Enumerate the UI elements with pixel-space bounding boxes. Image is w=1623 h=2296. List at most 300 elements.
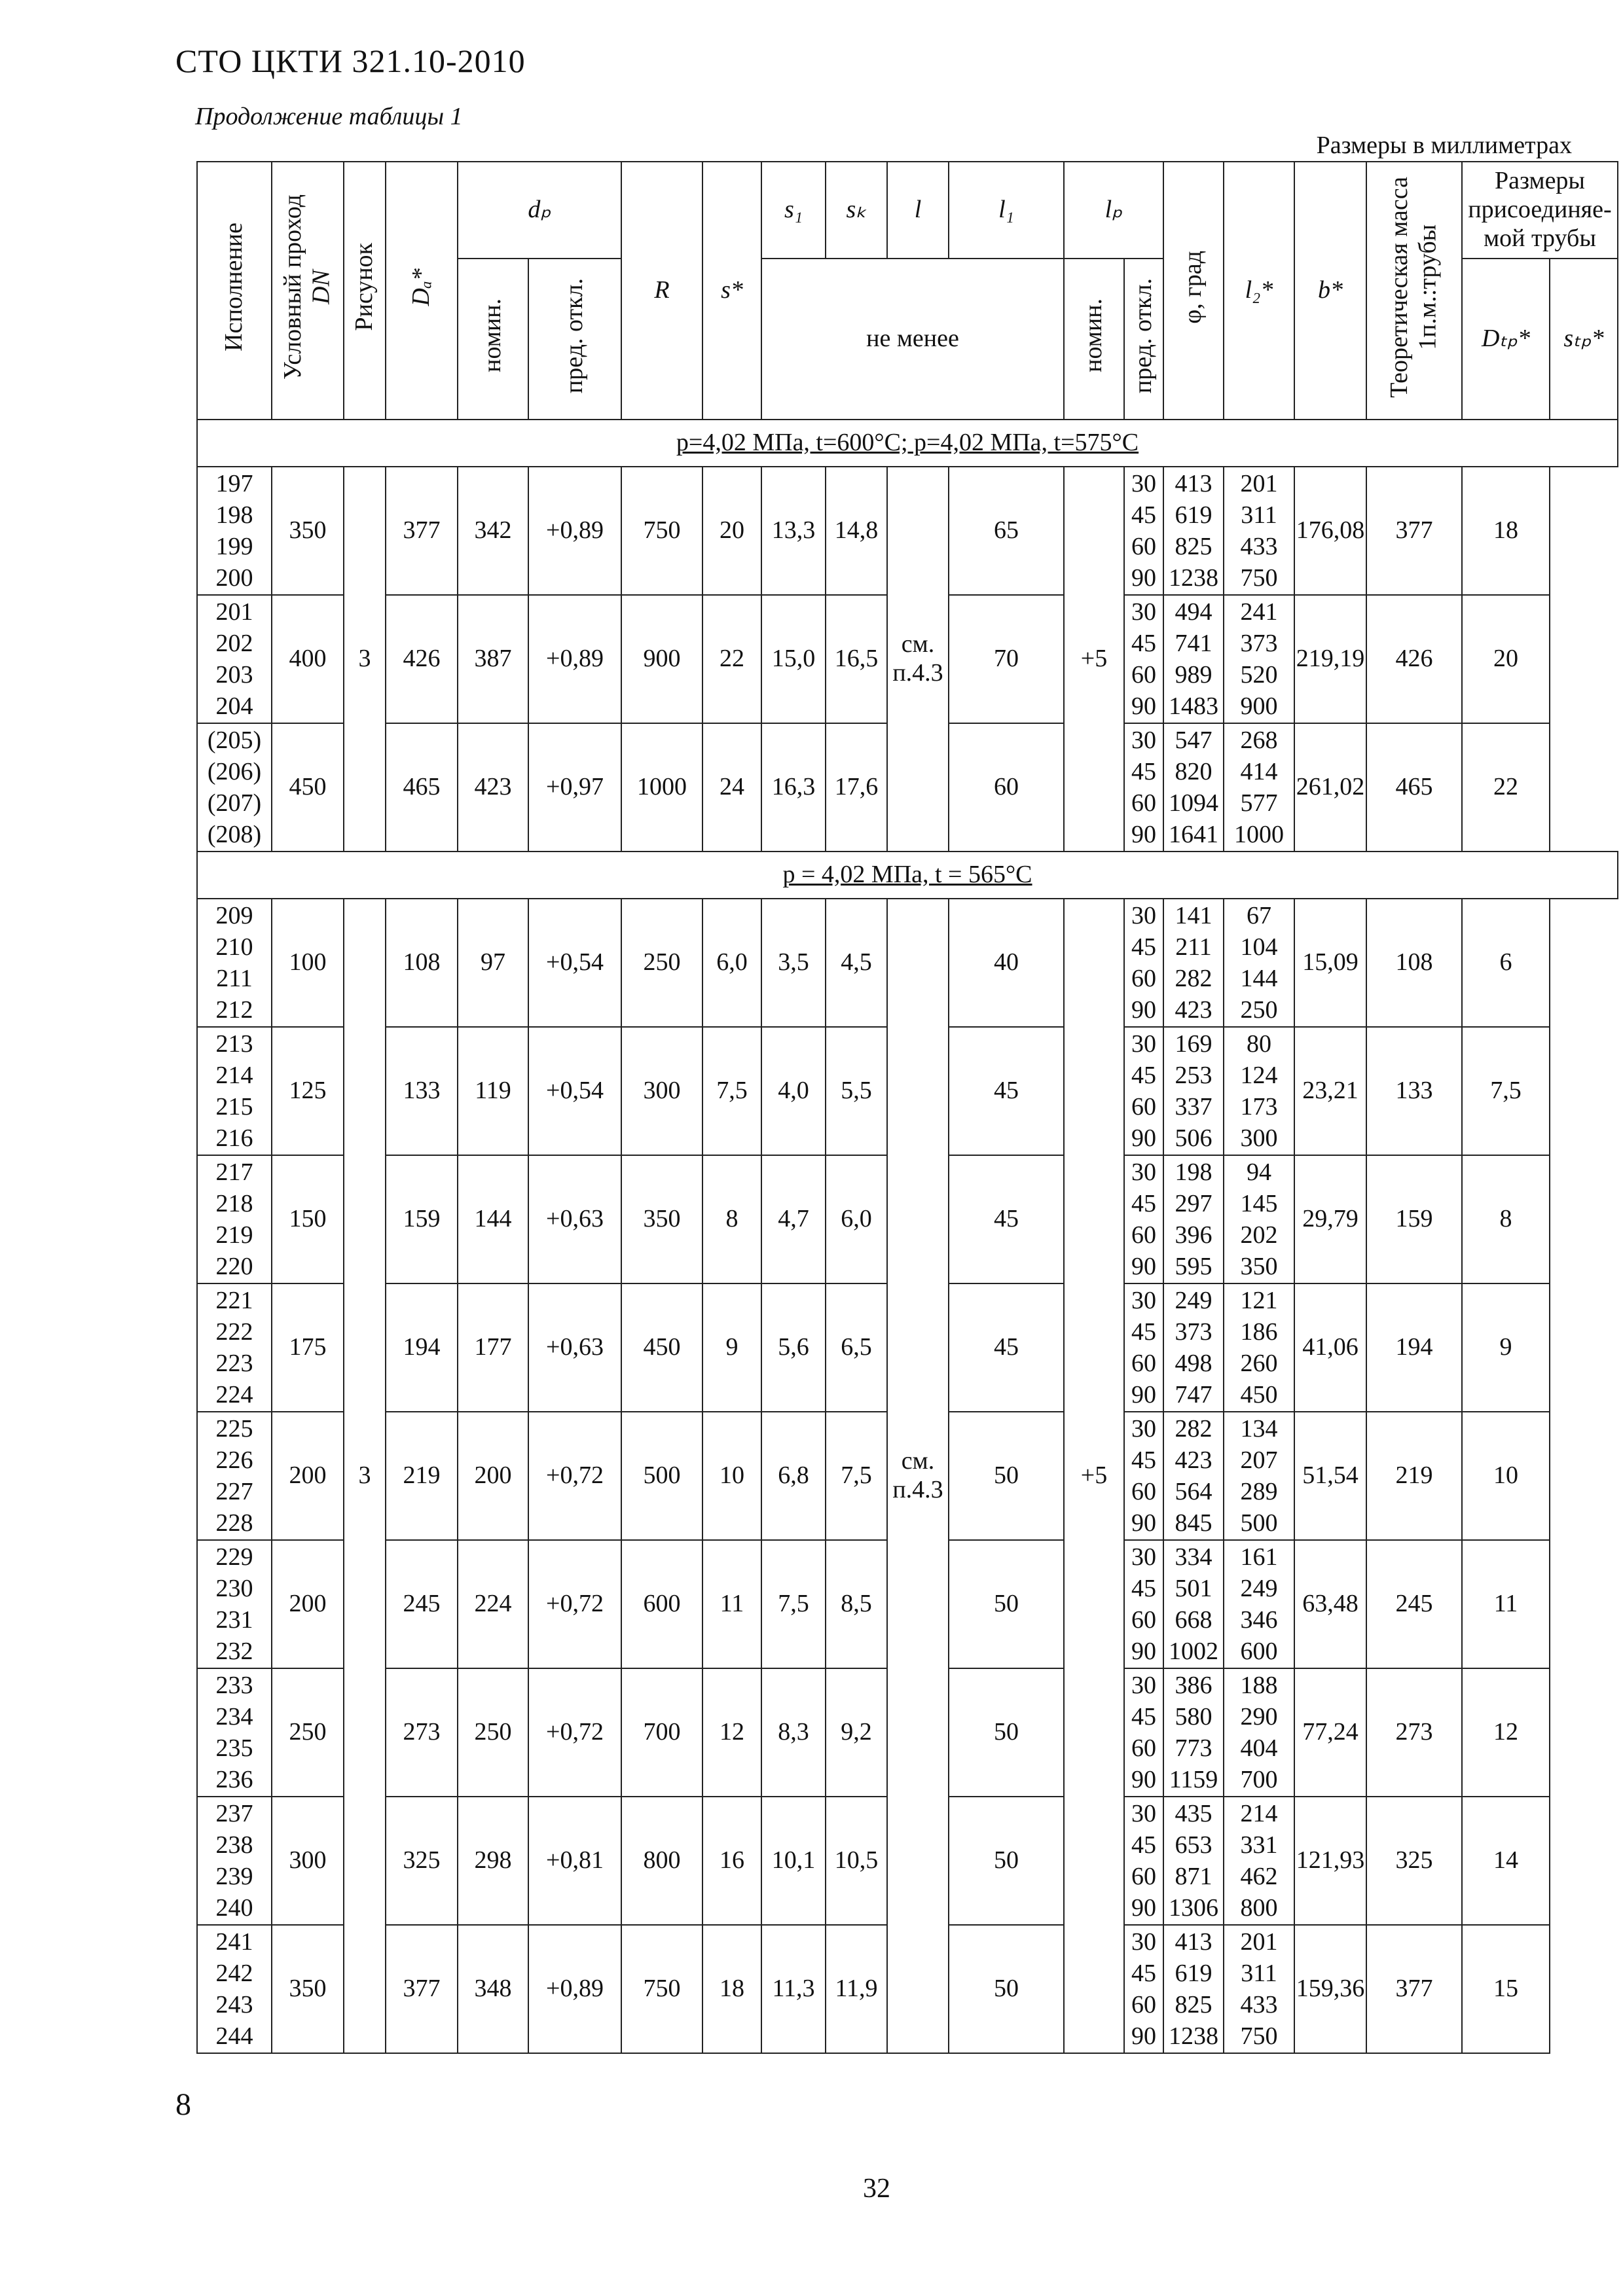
cell-l2-value: 494	[1175, 598, 1213, 626]
cell-ispolnenie-value: (206)	[207, 758, 262, 785]
cell-phi	[1124, 1283, 1163, 1412]
cell-l2-value: 169	[1175, 1030, 1213, 1058]
col-risunok: Рисунок	[344, 162, 386, 420]
cell-l2-value: 141	[1175, 902, 1213, 929]
cell-l2-value: 423	[1175, 996, 1213, 1024]
cell-str: 20	[1462, 595, 1550, 723]
cell-b-value: 121	[1240, 1287, 1278, 1314]
cell-da: 426	[386, 595, 458, 723]
cell-sk: 17,6	[826, 723, 887, 852]
cell-s: 20	[702, 467, 761, 595]
cell-l2-value: 1641	[1169, 821, 1218, 848]
cell-phi-value: 30	[1131, 1415, 1156, 1443]
cell-phi-value: 60	[1131, 1478, 1156, 1505]
cell-lp: 45	[949, 1283, 1064, 1412]
cell-dp-tol: +0,72	[528, 1540, 621, 1668]
cell-ispolnenie-value: 240	[215, 1894, 253, 1922]
cell-l2-value: 253	[1175, 1062, 1213, 1089]
cell-ispolnenie-value: 229	[215, 1543, 253, 1571]
cell-dp: 342	[458, 467, 528, 595]
cell-dtr: 325	[1366, 1797, 1462, 1925]
cell-dp-tol: +0,97	[528, 723, 621, 852]
col-lp: lₚ	[1064, 162, 1163, 259]
cell-l2-value: 498	[1175, 1350, 1213, 1377]
cell-phi	[1124, 1412, 1163, 1540]
cell-phi-value: 45	[1131, 501, 1156, 529]
cell-l2-value: 580	[1175, 1703, 1213, 1731]
table-body	[197, 420, 1618, 2053]
cell-b-value: 404	[1240, 1734, 1278, 1762]
table-row	[197, 899, 1618, 1027]
cell-sk: 9,2	[826, 1668, 887, 1797]
cell-l2-value: 297	[1175, 1190, 1213, 1217]
cell-ispolnenie-value: 239	[215, 1863, 253, 1890]
cell-ispolnenie-value: 203	[215, 661, 253, 689]
cell-l2-value: 1002	[1169, 1638, 1218, 1665]
cell-str: 12	[1462, 1668, 1550, 1797]
cell-ispolnenie-value: 200	[215, 564, 253, 592]
cell-b-value: 188	[1240, 1672, 1278, 1699]
cell-s1: 4,7	[761, 1155, 826, 1283]
cell-dn: 350	[272, 467, 344, 595]
cell-mass: 159,36	[1294, 1925, 1366, 2053]
cell-phi-value: 90	[1131, 1894, 1156, 1922]
cell-phi-value: 30	[1131, 1158, 1156, 1186]
cell-l2-value: 871	[1175, 1863, 1213, 1890]
cell-l2-value: 747	[1175, 1381, 1213, 1408]
cell-ispolnenie-value: (205)	[207, 726, 262, 754]
cell-sk: 10,5	[826, 1797, 887, 1925]
cell-dtr: 108	[1366, 899, 1462, 1027]
cell-lp: 50	[949, 1412, 1064, 1540]
cell-dp-tol: +0,72	[528, 1668, 621, 1797]
cell-ispolnenie-value: 230	[215, 1575, 253, 1602]
cell-phi-value: 45	[1131, 630, 1156, 657]
cell-phi-value: 30	[1131, 1543, 1156, 1571]
cell-l2-value: 619	[1175, 501, 1213, 529]
cell-phi-value: 90	[1131, 692, 1156, 720]
cell-r: 500	[621, 1412, 702, 1540]
cell-lp: 50	[949, 1797, 1064, 1925]
cell-l2-value: 386	[1175, 1672, 1213, 1699]
cell-ispolnenie-value: 221	[215, 1287, 253, 1314]
table-row	[197, 467, 1618, 595]
cell-s: 9	[702, 1283, 761, 1412]
cell-dn: 125	[272, 1027, 344, 1155]
cell-phi	[1124, 595, 1163, 723]
document-code: СТО ЦКТИ 321.10-2010	[175, 43, 526, 79]
cell-mass: 77,24	[1294, 1668, 1366, 1797]
cell-ispolnenie-value: 204	[215, 692, 253, 720]
cell-phi-value: 60	[1131, 1221, 1156, 1249]
cell-ispolnenie-value: 244	[215, 2022, 253, 2050]
cell-ispolnenie-value: 201	[215, 598, 253, 626]
cell-s: 24	[702, 723, 761, 852]
cell-risunok	[344, 899, 386, 2053]
cell-phi-value: 60	[1131, 1350, 1156, 1377]
cell-l2-value: 211	[1175, 933, 1212, 961]
cell-phi-value: 60	[1131, 789, 1156, 817]
cell-ispolnenie-value: 225	[215, 1415, 253, 1443]
cell-r: 350	[621, 1155, 702, 1283]
cell-str: 14	[1462, 1797, 1550, 1925]
cell-ispolnenie-value: 220	[215, 1253, 253, 1280]
cell-l2-value: 334	[1175, 1543, 1213, 1571]
cell-mass: 15,09	[1294, 899, 1366, 1027]
cell-b-value: 350	[1240, 1253, 1278, 1280]
cell-ispolnenie-value: 236	[215, 1766, 253, 1793]
cell-l2-value: 773	[1175, 1734, 1213, 1762]
cell-b-value: 202	[1240, 1221, 1278, 1249]
cell-phi-value: 45	[1131, 1703, 1156, 1731]
cell-phi-value: 60	[1131, 1606, 1156, 1634]
cell-ispolnenie-value: 214	[215, 1062, 253, 1089]
cell-sk: 14,8	[826, 467, 887, 595]
cell-mass: 63,48	[1294, 1540, 1366, 1668]
cell-phi-value: 30	[1131, 1287, 1156, 1314]
col-dp: dₚ	[458, 162, 621, 259]
cell-ispolnenie-value: 242	[215, 1960, 253, 1987]
col-mass: Теоретическая масса 1п.м.:трубы	[1366, 162, 1462, 420]
section-header-row	[197, 420, 1618, 467]
cell-dp-tol: +0,54	[528, 1027, 621, 1155]
cell-sk: 6,5	[826, 1283, 887, 1412]
col-dp-pred: пред. откл.	[528, 259, 621, 420]
cell-mass: 121,93	[1294, 1797, 1366, 1925]
cell-b	[1224, 723, 1294, 852]
cell-sk: 6,0	[826, 1155, 887, 1283]
cell-l2	[1163, 1925, 1224, 2053]
cell-l	[887, 467, 949, 852]
cell-phi-value: 45	[1131, 1575, 1156, 1602]
section-header-row	[197, 852, 1618, 899]
cell-dp: 348	[458, 1925, 528, 2053]
cell-dp: 224	[458, 1540, 528, 1668]
cell-ispolnenie	[197, 1155, 272, 1283]
cell-dtr: 273	[1366, 1668, 1462, 1797]
cell-b	[1224, 1027, 1294, 1155]
cell-l2-value: 1238	[1169, 2022, 1218, 2050]
cell-l2-value: 282	[1175, 965, 1213, 992]
cell-dn: 200	[272, 1540, 344, 1668]
cell-dtr: 465	[1366, 723, 1462, 852]
cell-sk: 5,5	[826, 1027, 887, 1155]
cell-phi-value: 90	[1131, 821, 1156, 848]
cell-dp: 97	[458, 899, 528, 1027]
cell-dtr: 426	[1366, 595, 1462, 723]
col-r: R	[621, 162, 702, 420]
cell-dp-tol: +0,63	[528, 1155, 621, 1283]
cell-ispolnenie-value: (208)	[207, 821, 262, 848]
cell-b-value: 201	[1240, 470, 1278, 497]
cell-da: 194	[386, 1283, 458, 1412]
cell-r: 750	[621, 1925, 702, 2053]
cell-ispolnenie-value: 238	[215, 1831, 253, 1859]
cell-b-value: 134	[1240, 1415, 1278, 1443]
cell-ispolnenie-value: 234	[215, 1703, 253, 1731]
cell-s1: 5,6	[761, 1283, 826, 1412]
cell-phi-value: 60	[1131, 1093, 1156, 1121]
cell-phi-value: 30	[1131, 902, 1156, 929]
cell-l2-value: 413	[1175, 1928, 1213, 1956]
cell-phi-value: 30	[1131, 598, 1156, 626]
cell-str: 22	[1462, 723, 1550, 852]
cell-dn: 450	[272, 723, 344, 852]
cell-phi	[1124, 1155, 1163, 1283]
cell-ispolnenie-value: 222	[215, 1318, 253, 1346]
cell-mass: 219,19	[1294, 595, 1366, 723]
cell-b-value: 207	[1240, 1446, 1278, 1474]
cell-phi-value: 30	[1131, 1928, 1156, 1956]
cell-dtr: 159	[1366, 1155, 1462, 1283]
cell-b-value: 186	[1240, 1318, 1278, 1346]
cell-b-value: 260	[1240, 1350, 1278, 1377]
cell-str: 11	[1462, 1540, 1550, 1668]
cell-str: 9	[1462, 1283, 1550, 1412]
cell-phi-value: 30	[1131, 1800, 1156, 1827]
cell-l2-value: 564	[1175, 1478, 1213, 1505]
cell-b-value: 104	[1240, 933, 1278, 961]
cell-phi-value: 30	[1131, 1672, 1156, 1699]
cell-b-value: 450	[1240, 1381, 1278, 1408]
cell-da: 377	[386, 467, 458, 595]
cell-dtr: 194	[1366, 1283, 1462, 1412]
cell-phi-value: 60	[1131, 533, 1156, 560]
cell-ispolnenie-value: 215	[215, 1093, 253, 1121]
cell-phi	[1124, 1797, 1163, 1925]
cell-da: 273	[386, 1668, 458, 1797]
cell-phi	[1124, 1668, 1163, 1797]
cell-l2-value: 1306	[1169, 1894, 1218, 1922]
cell-b-value: 249	[1240, 1575, 1278, 1602]
cell-dp: 177	[458, 1283, 528, 1412]
table-caption: Продолжение таблицы 1	[195, 103, 463, 130]
cell-lp: 50	[949, 1540, 1064, 1668]
cell-phi-value: 45	[1131, 933, 1156, 961]
cell-lp: 45	[949, 1155, 1064, 1283]
cell-phi-value: 45	[1131, 1318, 1156, 1346]
cell-r: 300	[621, 1027, 702, 1155]
cell-b-value: 311	[1241, 501, 1277, 529]
cell-b-value: 462	[1240, 1863, 1278, 1890]
cell-ispolnenie-value: 233	[215, 1672, 253, 1699]
cell-str: 10	[1462, 1412, 1550, 1540]
col-dp-nomin: номин.	[458, 259, 528, 420]
cell-sk: 8,5	[826, 1540, 887, 1668]
col-ne-menee: не менее	[761, 259, 1064, 420]
cell-l2	[1163, 899, 1224, 1027]
cell-r: 250	[621, 899, 702, 1027]
cell-ispolnenie	[197, 1797, 272, 1925]
col-lp-pred: пред. откл.	[1124, 259, 1163, 420]
cell-l2	[1163, 1797, 1224, 1925]
units-note: Размеры в миллиметрах	[1316, 132, 1572, 159]
cell-da: 245	[386, 1540, 458, 1668]
section-title: p = 4,02 МПа, t = 565°C	[782, 861, 1032, 889]
cell-b-value: 201	[1240, 1928, 1278, 1956]
cell-ispolnenie-value: 231	[215, 1606, 253, 1634]
cell-b	[1224, 1668, 1294, 1797]
cell-ispolnenie-value: 232	[215, 1638, 253, 1665]
dimensions-table	[196, 161, 1618, 2054]
cell-r: 900	[621, 595, 702, 723]
cell-sk: 16,5	[826, 595, 887, 723]
cell-ispolnenie-value: 218	[215, 1190, 253, 1217]
cell-s1: 10,1	[761, 1797, 826, 1925]
cell-b	[1224, 467, 1294, 595]
cell-ispolnenie-value: 235	[215, 1734, 253, 1762]
cell-ispolnenie-value: 202	[215, 630, 253, 657]
cell-l2-value: 595	[1175, 1253, 1213, 1280]
cell-l2-value: 989	[1175, 661, 1213, 689]
cell-b-value: 161	[1240, 1543, 1278, 1571]
cell-phi-value: 45	[1131, 1831, 1156, 1859]
merged-lp-tol: +5	[1080, 645, 1108, 673]
cell-mass: 261,02	[1294, 723, 1366, 852]
cell-sk: 7,5	[826, 1412, 887, 1540]
cell-mass: 176,08	[1294, 467, 1366, 595]
col-b: b*	[1294, 162, 1366, 420]
cell-l2-value: 435	[1175, 1800, 1213, 1827]
cell-da: 465	[386, 723, 458, 852]
cell-da: 325	[386, 1797, 458, 1925]
cell-lp: 60	[949, 723, 1064, 852]
cell-b-value: 290	[1240, 1703, 1278, 1731]
cell-b	[1224, 1155, 1294, 1283]
cell-dp-tol: +0,72	[528, 1412, 621, 1540]
cell-b-value: 414	[1240, 758, 1278, 785]
cell-phi-value: 90	[1131, 2022, 1156, 2050]
cell-dtr: 245	[1366, 1540, 1462, 1668]
cell-l2-value: 820	[1175, 758, 1213, 785]
cell-b-value: 241	[1240, 598, 1278, 626]
cell-r: 600	[621, 1540, 702, 1668]
cell-sk: 11,9	[826, 1925, 887, 2053]
col-s: s*	[702, 162, 761, 420]
cell-ispolnenie-value: 223	[215, 1350, 253, 1377]
col-pipe-dims: Размеры присоединяе-мой трубы	[1462, 162, 1618, 259]
col-l2: l₂*	[1224, 162, 1294, 420]
section-header	[197, 420, 1618, 467]
cell-r: 450	[621, 1283, 702, 1412]
cell-r: 700	[621, 1668, 702, 1797]
col-phi: φ, град	[1163, 162, 1224, 420]
cell-da: 159	[386, 1155, 458, 1283]
cell-dp: 387	[458, 595, 528, 723]
merged-l-text: см. п.4.3	[892, 1447, 943, 1503]
cell-b-value: 750	[1240, 2022, 1278, 2050]
cell-ispolnenie-value: 241	[215, 1928, 253, 1956]
cell-dn: 400	[272, 595, 344, 723]
cell-b-value: 300	[1240, 1124, 1278, 1152]
col-str: sₜₚ*	[1550, 259, 1618, 420]
cell-phi-value: 45	[1131, 1446, 1156, 1474]
cell-b-value: 433	[1240, 1991, 1278, 2018]
cell-phi	[1124, 1925, 1163, 2053]
cell-l2-value: 653	[1175, 1831, 1213, 1859]
cell-dn: 100	[272, 899, 344, 1027]
cell-ispolnenie	[197, 467, 272, 595]
cell-dn: 250	[272, 1668, 344, 1797]
cell-b	[1224, 595, 1294, 723]
cell-s: 11	[702, 1540, 761, 1668]
cell-b-value: 600	[1240, 1638, 1278, 1665]
cell-lp: 40	[949, 899, 1064, 1027]
cell-b-value: 268	[1240, 726, 1278, 754]
cell-ispolnenie	[197, 1540, 272, 1668]
cell-s: 7,5	[702, 1027, 761, 1155]
cell-b	[1224, 1412, 1294, 1540]
cell-phi	[1124, 1540, 1163, 1668]
cell-ispolnenie-value: 243	[215, 1991, 253, 2018]
cell-dtr: 219	[1366, 1412, 1462, 1540]
cell-l2	[1163, 1155, 1224, 1283]
cell-l2-value: 825	[1175, 1991, 1213, 2018]
cell-phi-value: 60	[1131, 1863, 1156, 1890]
cell-b-value: 94	[1247, 1158, 1271, 1186]
cell-l2-value: 1483	[1169, 692, 1218, 720]
cell-ispolnenie	[197, 1412, 272, 1540]
col-dn: Условный проход DN	[272, 162, 344, 420]
cell-ispolnenie	[197, 723, 272, 852]
cell-lp: 50	[949, 1925, 1064, 2053]
cell-ispolnenie-value: 199	[215, 533, 253, 560]
cell-b-value: 577	[1240, 789, 1278, 817]
cell-dp: 119	[458, 1027, 528, 1155]
cell-da: 133	[386, 1027, 458, 1155]
col-ispolnenie: Исполнение	[197, 162, 272, 420]
cell-b-value: 433	[1240, 533, 1278, 560]
cell-risunok	[344, 467, 386, 852]
cell-phi	[1124, 1027, 1163, 1155]
cell-mass: 23,21	[1294, 1027, 1366, 1155]
cell-s1: 7,5	[761, 1540, 826, 1668]
cell-l2-value: 396	[1175, 1221, 1213, 1249]
cell-dp-tol: +0,63	[528, 1283, 621, 1412]
cell-phi-value: 90	[1131, 1253, 1156, 1280]
cell-lp: 70	[949, 595, 1064, 723]
cell-b-value: 700	[1240, 1766, 1278, 1793]
cell-ispolnenie	[197, 1283, 272, 1412]
cell-b-value: 373	[1240, 630, 1278, 657]
col-da: Dₐ*	[386, 162, 458, 420]
cell-phi-value: 30	[1131, 1030, 1156, 1058]
cell-dn: 350	[272, 1925, 344, 2053]
cell-b-value: 67	[1247, 902, 1271, 929]
cell-ispolnenie-value: 237	[215, 1800, 253, 1827]
cell-ispolnenie-value: 198	[215, 501, 253, 529]
cell-l2-value: 668	[1175, 1606, 1213, 1634]
cell-str: 7,5	[1462, 1027, 1550, 1155]
cell-dtr: 133	[1366, 1027, 1462, 1155]
cell-ispolnenie-value: 213	[215, 1030, 253, 1058]
cell-s: 16	[702, 1797, 761, 1925]
page-number-left: 8	[175, 2087, 191, 2122]
col-dtr: Dₜₚ*	[1462, 259, 1550, 420]
cell-ispolnenie-value: 227	[215, 1478, 253, 1505]
cell-s: 6,0	[702, 899, 761, 1027]
cell-l2-value: 1094	[1169, 789, 1218, 817]
cell-b	[1224, 1283, 1294, 1412]
cell-r: 800	[621, 1797, 702, 1925]
cell-lp-tol	[1064, 467, 1124, 852]
page-number-center: 32	[863, 2174, 890, 2204]
col-l1: l₁	[949, 162, 1064, 259]
cell-phi-value: 60	[1131, 1991, 1156, 2018]
cell-s1: 13,3	[761, 467, 826, 595]
cell-phi-value: 30	[1131, 470, 1156, 497]
cell-da: 377	[386, 1925, 458, 2053]
